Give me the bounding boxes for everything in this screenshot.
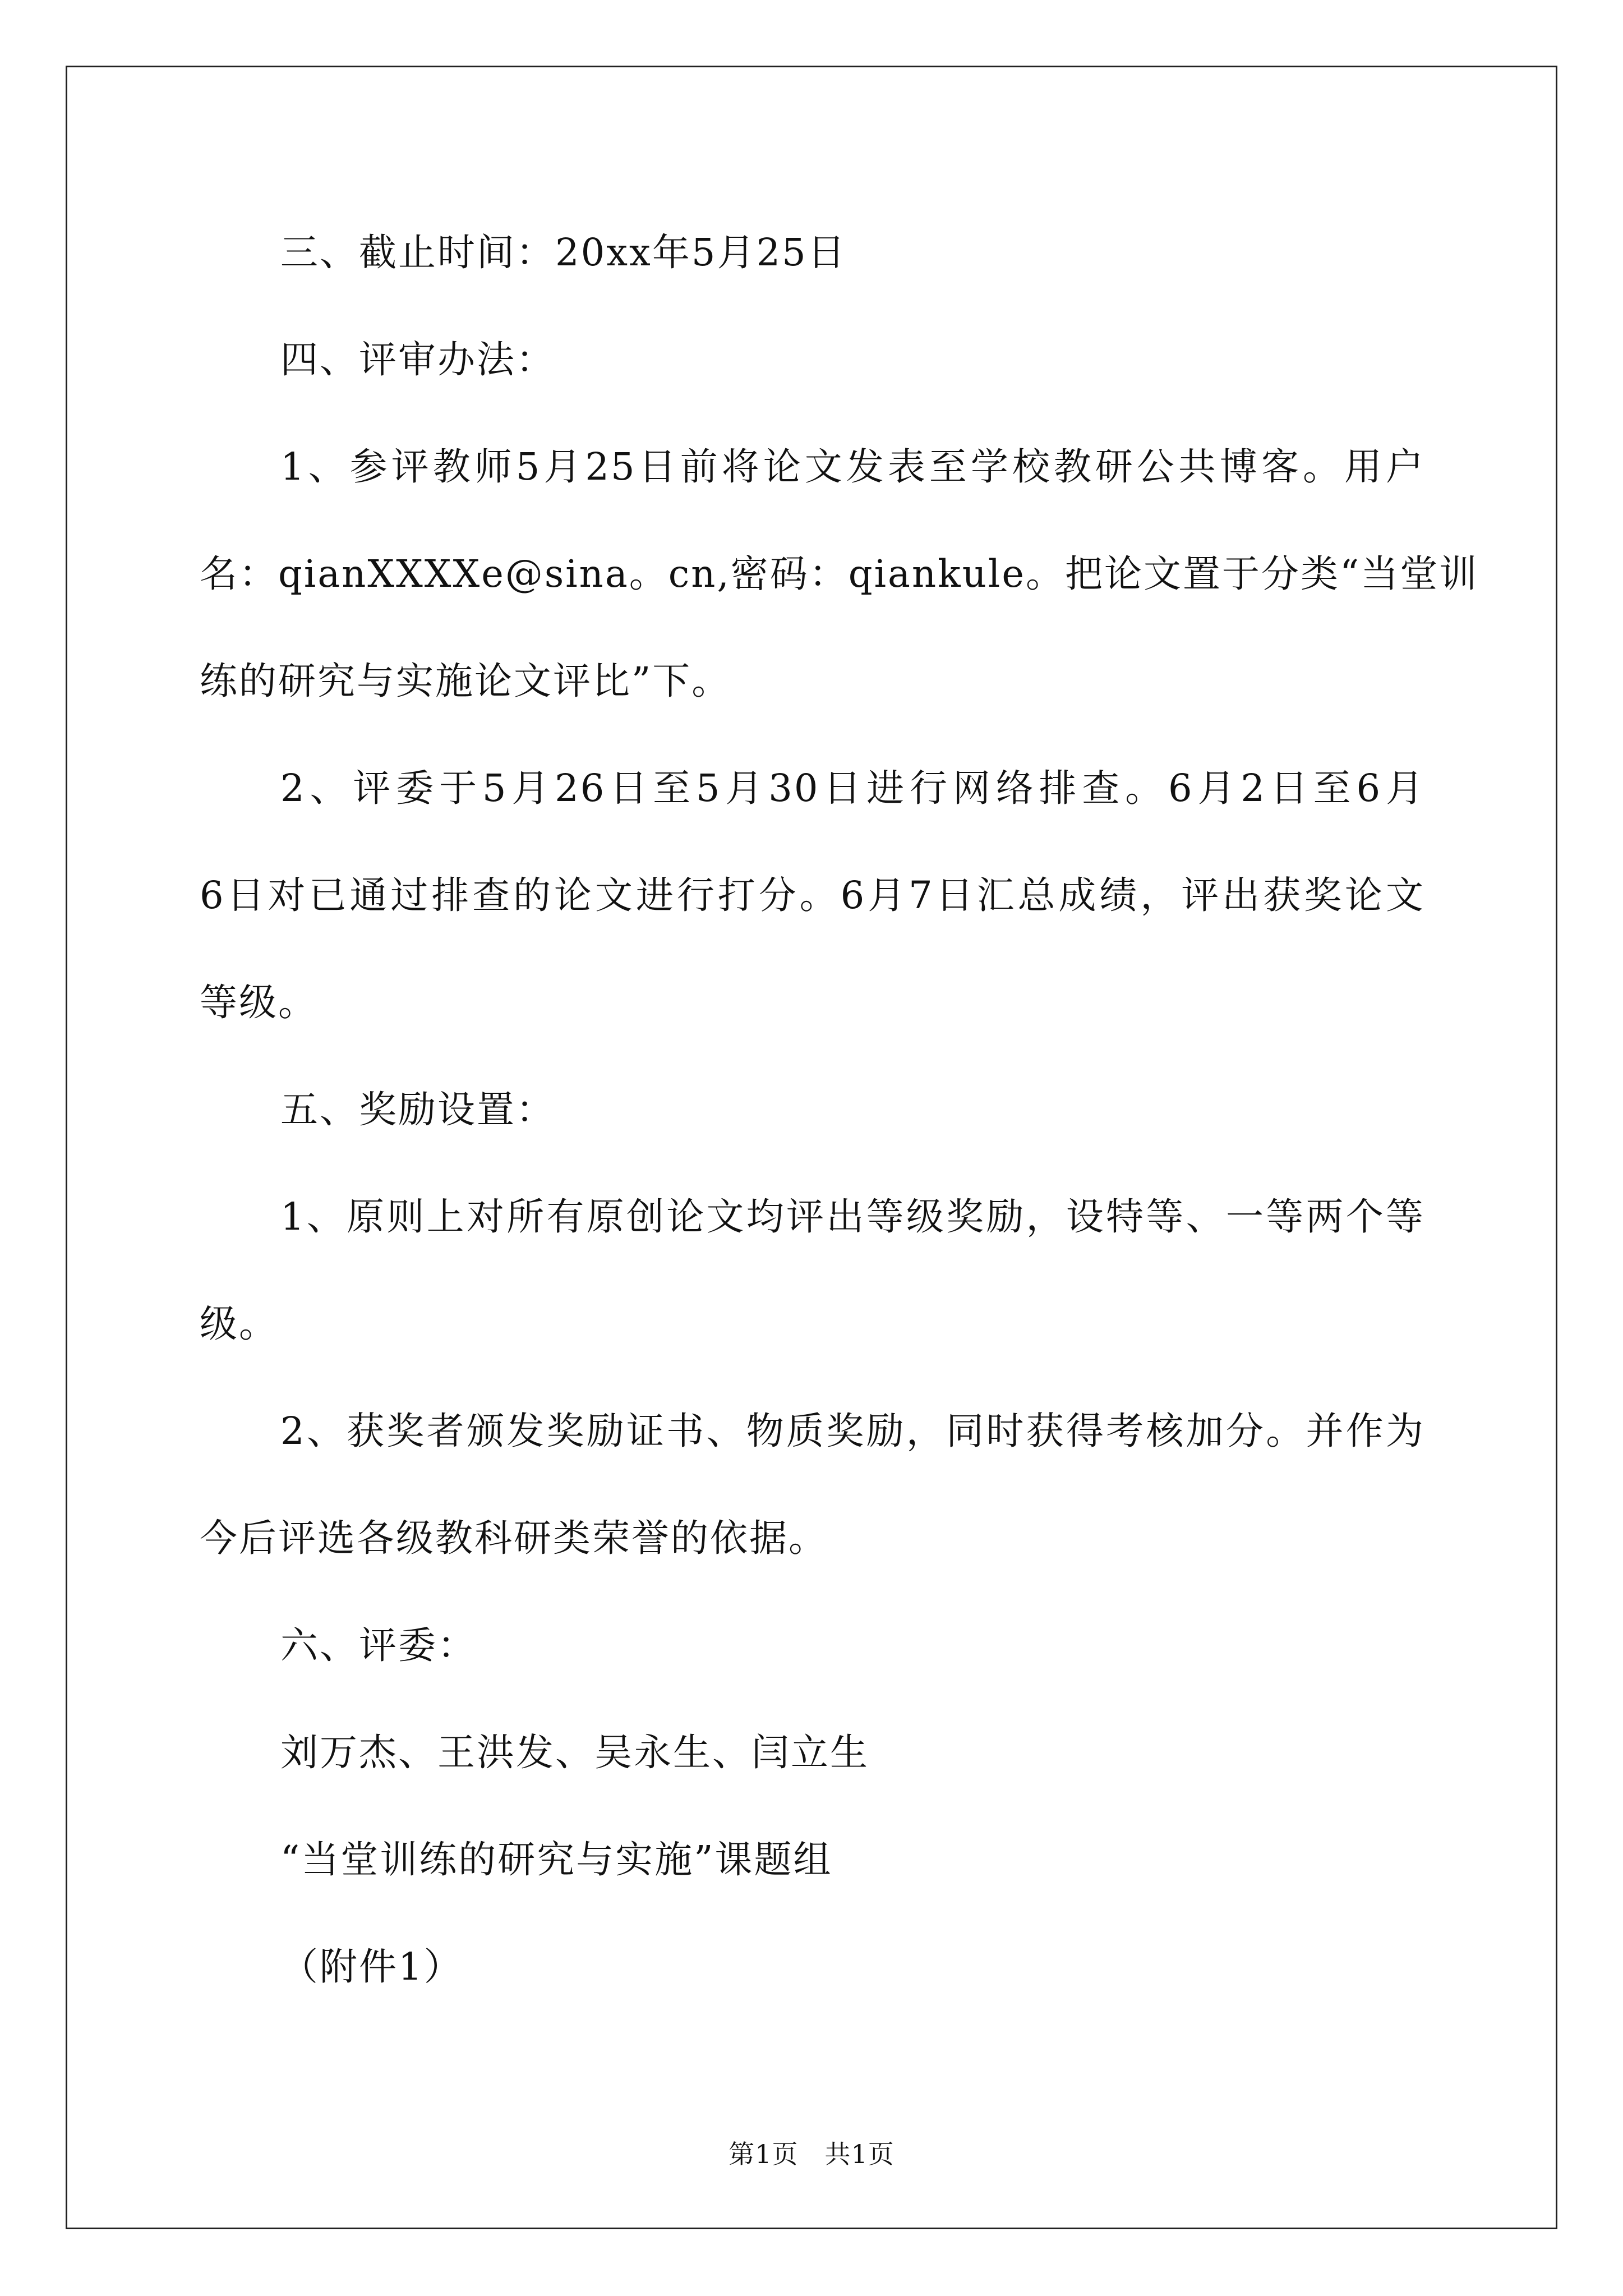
paragraph-line: 等级。: [200, 981, 317, 1024]
document-body: [200, 199, 1479, 2021]
paragraph-line: 级。: [200, 1302, 278, 1346]
section-judges: 六、评委：: [280, 1623, 477, 1667]
paragraph-line: 1、原则上对所有原创论文均评出等级奖励，设特等、一等两个等: [280, 1195, 1425, 1239]
issuing-group: “当堂训练的研究与实施”课题组: [280, 1838, 833, 1881]
paragraph-line: 2、获奖者颁发奖励证书、物质奖励，同时获得考核加分。并作为: [280, 1409, 1425, 1453]
paragraph-line: 练的研究与实施论文评比”下。: [200, 659, 731, 703]
judges-list: 刘万杰、王洪发、吴永生、闫立生: [280, 1731, 869, 1774]
paragraph-line: 6日对已通过排查的论文进行打分。6月7日汇总成绩，评出获奖论文: [200, 873, 1425, 917]
section-rewards: 五、奖励设置：: [280, 1088, 555, 1131]
paragraph-line: 名：qianXXXXe@sina。cn,密码：qiankule。把论文置于分类“当堂训: [200, 552, 1479, 596]
page-footer: 第1页 共1页: [728, 2139, 895, 2169]
paragraph-line: 今后评选各级教科研类荣誉的依据。: [200, 1516, 828, 1560]
attachment-note: （附件1）: [280, 1945, 463, 1989]
section-deadline: 三、截止时间：20xx年5月25日: [280, 231, 847, 274]
paragraph-line: 1、参评教师5月25日前将论文发表至学校教研公共博客。用户: [280, 445, 1425, 489]
section-review-method: 四、评审办法：: [280, 338, 555, 381]
paragraph-line: 2、评委于5月26日至5月30日进行网络排查。6月2日至6月: [280, 766, 1425, 810]
